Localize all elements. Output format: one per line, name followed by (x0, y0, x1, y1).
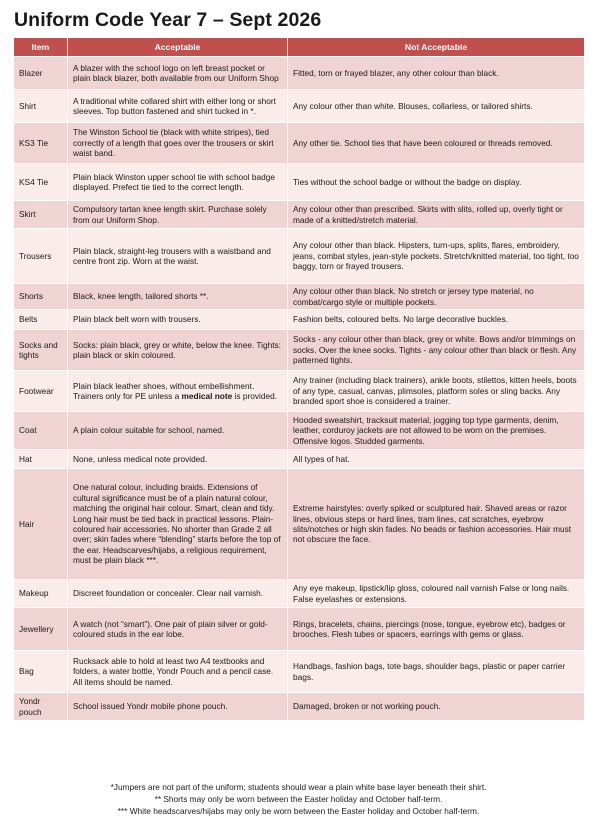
row-acceptable: A watch (not “smart”). One pair of plain silver or gold-coloured studs in the ear lobe. (68, 608, 288, 651)
page-title: Uniform Code Year 7 – Sept 2026 (14, 9, 322, 31)
row-acceptable: The Winston School tie (black with white stripes), tied correctly of a length that goes over the trousers or skirt waist band. (68, 123, 288, 164)
table-row (14, 412, 585, 450)
uniform-table (13, 37, 585, 721)
row-acceptable: Plain black belt worn with trousers. (68, 310, 288, 330)
table-row (14, 693, 585, 721)
row-item: Trousers (14, 229, 68, 284)
table-row (14, 123, 585, 164)
header-acceptable: Acceptable (68, 38, 288, 57)
table-row (14, 229, 585, 284)
row-not-acceptable: Extreme hairstyles: overly spiked or sculptured hair. Shaved areas or razor lines, obvious steps or hard lines, tram lines, cat scratches, eyebrow slits/notches or high skin fades. No beads or fashion accessories. Hair must not obscure the face. (288, 469, 585, 580)
row-not-acceptable: Handbags, fashion bags, tote bags, shoulder bags, plastic or paper carrier bags. (288, 651, 585, 693)
table-row (14, 284, 585, 310)
row-not-acceptable: Hooded sweatshirt, tracksuit material, jogging top type garments, denim, leather, corduroy jackets are not allowed to be worn on the premises. Offensive logos. Studded garments. (288, 412, 585, 450)
row-item: Blazer (14, 57, 68, 90)
row-not-acceptable: Ties without the school badge or without the badge on display. (288, 164, 585, 201)
row-not-acceptable: Any colour other than prescribed. Skirts with slits, rolled up, overly tight or made of a knitted/stretch material. (288, 201, 585, 229)
table-row (14, 90, 585, 123)
row-acceptable (68, 371, 288, 412)
row-item: Belts (14, 310, 68, 330)
row-item: Shorts (14, 284, 68, 310)
row-item: Shirt (14, 90, 68, 123)
row-acceptable: None, unless medical note provided. (68, 450, 288, 469)
row-item: Yondr pouch (14, 693, 68, 721)
row-not-acceptable: Any colour other than black. Hipsters, turn-ups, splits, flares, embroidery, jeans, combat styles, jean-style pockets. Stretch/knitted material, too tight, too baggy, torn or frayed trousers. (288, 229, 585, 284)
row-item: KS4 Tie (14, 164, 68, 201)
table-row (14, 57, 585, 90)
table-row (14, 310, 585, 330)
table-row (14, 450, 585, 469)
row-acceptable: A plain colour suitable for school, named. (68, 412, 288, 450)
row-acceptable: One natural colour, including braids. Extensions of cultural significance must be of a plain natural colour, matching the original hair colour. Smart, clean and tidy. Long hair must be tied back in practical lessons. Plain-coloured hair accessories. No shorter than Grade 2 all over; skin fades where “blending” starts before the top of the ear. Headscarves/hijabs, a religious requirement, must be plain black ***. (68, 469, 288, 580)
row-acceptable: Socks: plain black, grey or white, below the knee. Tights: plain black or skin coloured. (68, 330, 288, 371)
row-not-acceptable: Fitted, torn or frayed blazer, any other colour than black. (288, 57, 585, 90)
row-not-acceptable: Any trainer (including black trainers), ankle boots, stilettos, kitten heels, boots of any type, casual, canvas, plimsoles, platform soles or sling backs. Any branded sport shoe is considered a trainer. (288, 371, 585, 412)
row-item: Skirt (14, 201, 68, 229)
table-row (14, 164, 585, 201)
row-acceptable: A traditional white collared shirt with either long or short sleeves. Top button fastened and shirt tucked in *. (68, 90, 288, 123)
table-row (14, 651, 585, 693)
row-item: Footwear (14, 371, 68, 412)
footnote-shorts: ** Shorts may only be worn between the Easter holiday and October half-term. (154, 794, 443, 804)
row-not-acceptable: All types of hat. (288, 450, 585, 469)
footwear-acceptable-text-end: is provided. (232, 391, 277, 401)
footwear-acceptable-text: Plain black leather shoes, without embellishment. Trainers only for PE unless a (73, 380, 255, 401)
row-not-acceptable: Any colour other than black. No stretch or jersey type material, no combat/cargo style or multiple pockets. (288, 284, 585, 310)
row-acceptable: Plain black, straight-leg trousers with a waistband and centre front zip. Worn at the waist. (68, 229, 288, 284)
footnotes (13, 781, 584, 817)
row-acceptable: Rucksack able to hold at least two A4 textbooks and folders, a water bottle, Yondr Pouch and a pencil case. All items should be named. (68, 651, 288, 693)
row-acceptable: Discreet foundation or concealer. Clear nail varnish. (68, 580, 288, 608)
row-item: Makeup (14, 580, 68, 608)
row-not-acceptable: Any colour other than white. Blouses, collarless, or tailored shirts. (288, 90, 585, 123)
row-acceptable: Plain black Winston upper school tie with school badge displayed. Prefect tie tied to the correct length. (68, 164, 288, 201)
row-acceptable: Black, knee length, tailored shorts **. (68, 284, 288, 310)
row-acceptable: A blazer with the school logo on left breast pocket or plain black blazer, both available from our Uniform Shop (68, 57, 288, 90)
row-item: Jewellery (14, 608, 68, 651)
row-not-acceptable: Rings, bracelets, chains, piercings (nose, tongue, eyebrow etc), badges or brooches. Flesh tubes or spacers, earrings with gems or glass. (288, 608, 585, 651)
row-not-acceptable: Damaged, broken or not working pouch. (288, 693, 585, 721)
table-row (14, 580, 585, 608)
medical-note-emphasis: medical note (181, 391, 233, 401)
row-not-acceptable: Any other tie. School ties that have been coloured or threads removed. (288, 123, 585, 164)
row-item: Coat (14, 412, 68, 450)
row-not-acceptable: Fashion belts, coloured belts. No large decorative buckles. (288, 310, 585, 330)
row-acceptable: Compulsory tartan knee length skirt. Purchase solely from our Uniform Shop. (68, 201, 288, 229)
row-not-acceptable: Any eye makeup, lipstick/lip gloss, coloured nail varnish False or long nails. False eyelashes or extensions. (288, 580, 585, 608)
footnote-headscarves: *** White headscarves/hijabs may only be worn between the Easter holiday and October half-term. (117, 806, 480, 816)
header-item: Item (14, 38, 68, 57)
row-item: Hair (14, 469, 68, 580)
table-row (14, 608, 585, 651)
table-row (14, 330, 585, 371)
table-row (14, 469, 585, 580)
row-item: KS3 Tie (14, 123, 68, 164)
footnote-jumpers: *Jumpers are not part of the uniform; students should wear a plain white base layer beneath their shirt. (110, 782, 487, 792)
row-item: Hat (14, 450, 68, 469)
row-not-acceptable: Socks - any colour other than black, grey or white. Bows and/or trimmings on socks. Over the knee socks. Tights - any colour other than black or flesh. Any patterned tights. (288, 330, 585, 371)
table-row (14, 371, 585, 412)
header-not-acceptable: Not Acceptable (288, 38, 585, 57)
row-item: Socks and tights (14, 330, 68, 371)
table-header-row (14, 38, 585, 57)
table-row (14, 201, 585, 229)
row-item: Bag (14, 651, 68, 693)
row-acceptable: School issued Yondr mobile phone pouch. (68, 693, 288, 721)
